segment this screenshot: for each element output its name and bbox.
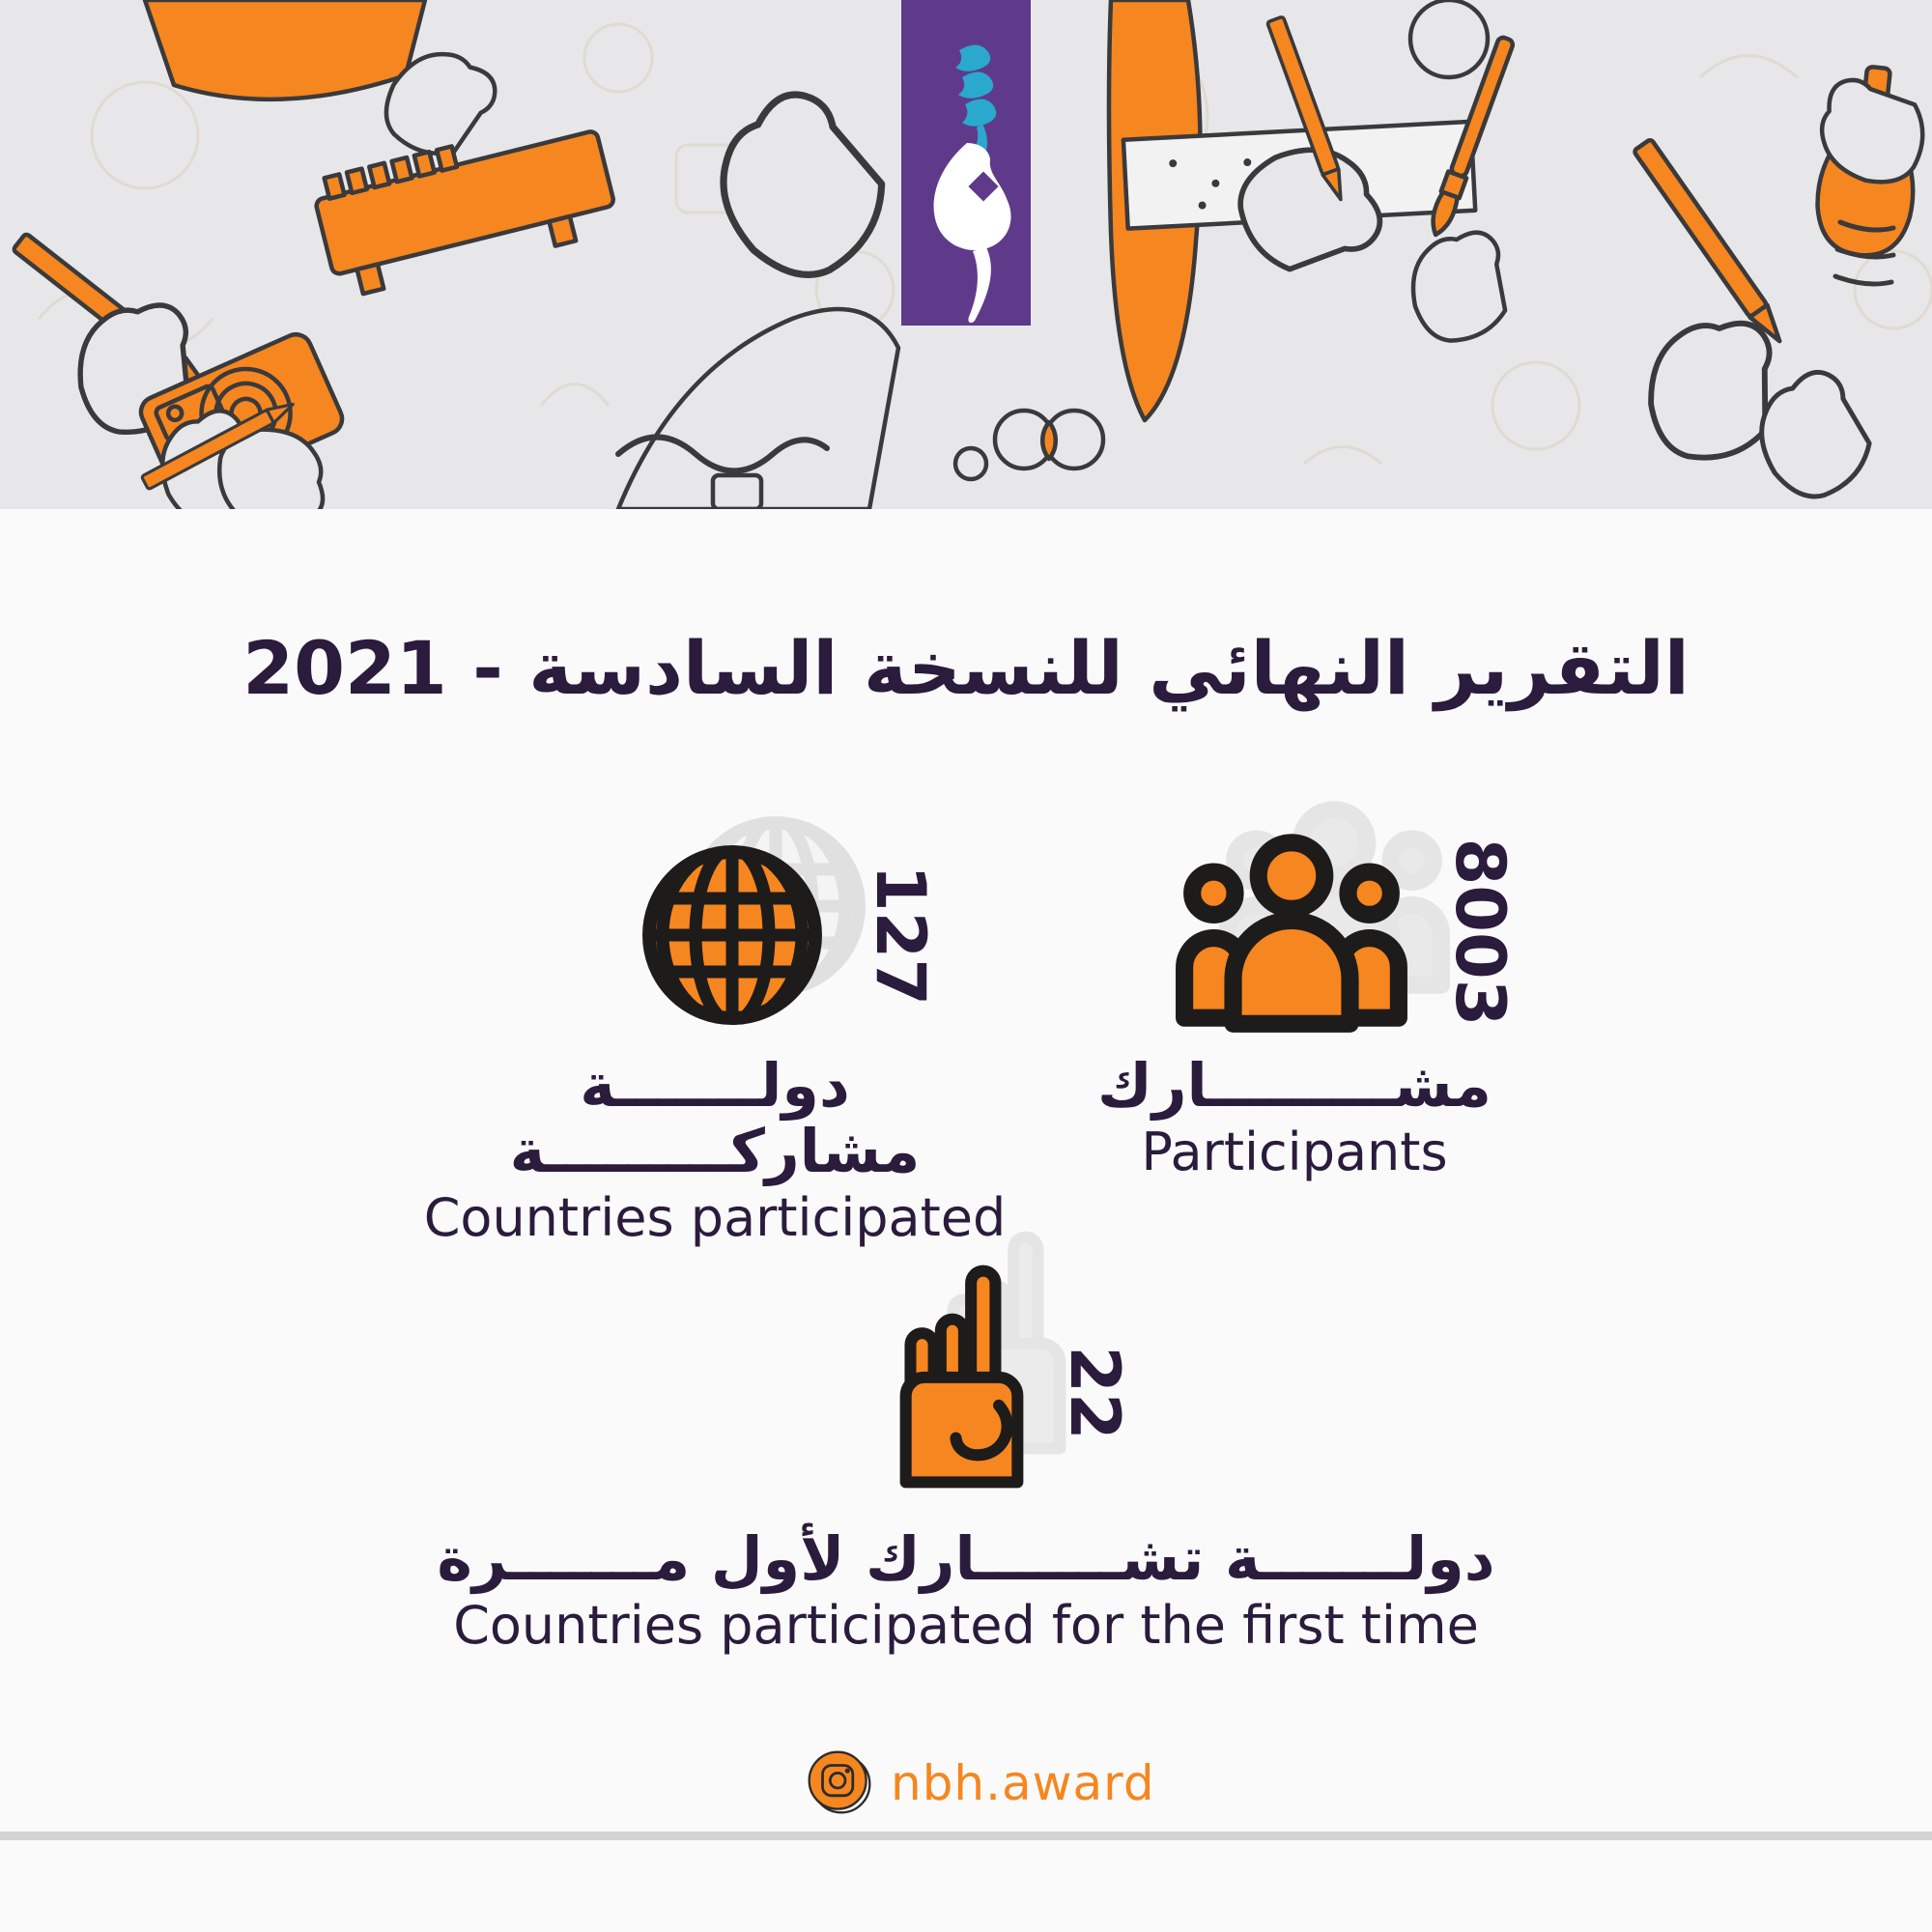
stat-first-time-label-en: Countries participated for the first time: [453, 1595, 1479, 1657]
globe-icon: [636, 838, 829, 1032]
stat-first-time-label-ar: دولـــــــة تشـــــــارك لأول مـــــــرة: [437, 1523, 1495, 1594]
instagram-handle: nbh.award: [891, 1755, 1155, 1811]
stat-participants-label-en: Participants: [1141, 1122, 1448, 1183]
stat-countries-label-ar: دولـــــــة مشاركـــــــــة: [509, 1050, 921, 1187]
stat-countries-labels: [396, 1050, 1034, 1249]
stat-countries-label-en: Countries participated: [423, 1187, 1007, 1249]
stat-participants-labels: [1082, 1050, 1507, 1183]
people-icon: [1171, 827, 1412, 1034]
stat-value-participants: 8003: [1440, 838, 1520, 1027]
nbh-logo: [901, 0, 1031, 326]
raised-finger-icon: [896, 1259, 1027, 1492]
stat-first-time-labels: [386, 1523, 1546, 1657]
stat-participants-label-ar: مشـــــــــارك: [1097, 1050, 1492, 1121]
page-title: التقرير النهائي للنسخة السادسة - 2021: [242, 624, 1690, 711]
bottom-divider: [0, 1832, 1932, 1840]
brand-logo: [901, 0, 1031, 326]
instagram-icon: [806, 1748, 873, 1816]
stat-value-first-time: 22: [1055, 1346, 1134, 1440]
stat-value-countries: 127: [861, 864, 940, 1007]
